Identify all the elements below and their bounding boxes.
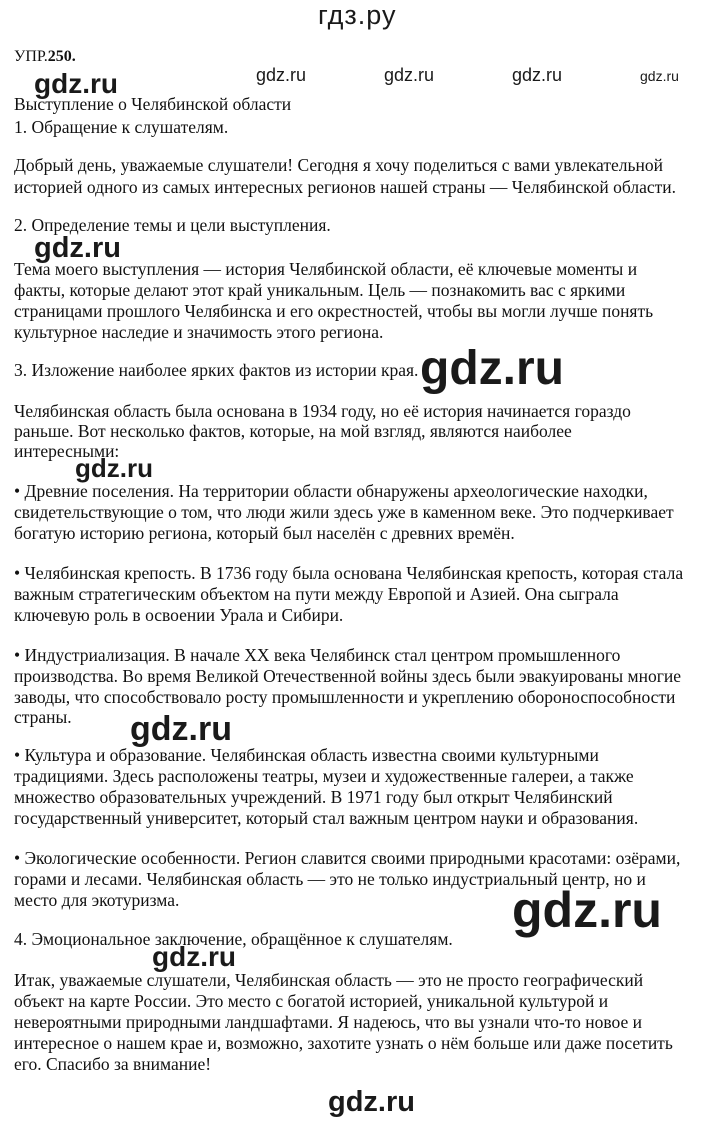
- site-watermark-small: gdz.ru: [512, 65, 563, 85]
- paragraph-line: культурное наследие и значимость этого региона.: [14, 322, 384, 342]
- section-heading: 2. Определение темы и цели выступления.: [14, 215, 331, 235]
- site-watermark-large: gdz.ru: [420, 342, 564, 395]
- exercise-number: [14, 48, 76, 66]
- list-item-line: место для экотуризма.: [14, 890, 180, 910]
- site-watermark-small: gdz.ru: [256, 65, 307, 85]
- list-item-line: • Челябинская крепость. В 1736 году была основана Челябинская крепость, которая стала: [14, 563, 684, 583]
- paragraph-line: объект на карте России. Это место с богатой историей, уникальной культурой и: [14, 991, 609, 1011]
- paragraph-line: интересными:: [14, 441, 120, 461]
- site-watermark-header: гдз.ру: [318, 0, 397, 30]
- list-item-line: важным стратегическим объектом на пути между Европой и Азией. Она сыграла: [14, 584, 619, 604]
- exercise-num: 250.: [47, 48, 76, 65]
- list-item-line: • Культура и образование. Челябинская область известна своими культурными: [14, 745, 599, 765]
- paragraph-line: Итак, уважаемые слушатели, Челябинская область — это не просто географический: [14, 970, 644, 990]
- list-item-line: ключевую роль в освоении Урала и Сибири.: [14, 605, 344, 625]
- list-item-line: богатую историю региона, который был населён с древних времён.: [14, 523, 515, 543]
- list-item-line: • Экологические особенности. Регион славится своими природными красотами: озёрами,: [14, 848, 681, 868]
- site-watermark-bold: gdz.ru: [34, 68, 118, 99]
- list-item-line: множество образовательных учреждений. В 1971 году был открыт Челябинский: [14, 787, 613, 807]
- paragraph-line: Тема моего выступления — история Челябинской области, её ключевые моменты и: [14, 259, 638, 279]
- paragraph-line: страницами прошлого Челябинска и его окрестностей, чтобы вы могли лучше понять: [14, 301, 654, 321]
- paragraph-line: невероятными природными ландшафтами. Я надеюсь, что вы узнали что-то новое и: [14, 1012, 643, 1032]
- paragraph-line: Челябинская область была основана в 1934 году, но её история начинается гораздо: [14, 401, 631, 421]
- list-item-line: горами и лесами. Челябинская область — это не только индустриальный центр, но и: [14, 869, 646, 889]
- list-item-line: производства. Во время Великой Отечественной войны здесь были эвакуированы многие: [14, 666, 681, 686]
- site-watermark-medium: gdz.ru: [75, 453, 153, 483]
- site-watermark-small: gdz.ru: [640, 68, 679, 84]
- paragraph-line: раньше. Вот несколько фактов, которые, на мой взгляд, являются наиболее: [14, 421, 572, 441]
- paragraph-line: интересное о нашем крае и, возможно, захотите узнать о нём больше или даже посетить: [14, 1033, 673, 1053]
- list-item-line: государственный университет, который стал важным центром науки и образования.: [14, 808, 639, 828]
- site-watermark-footer: gdz.ru: [328, 1086, 415, 1118]
- section-heading: 1. Обращение к слушателям.: [14, 117, 229, 137]
- list-item-line: страны.: [14, 707, 72, 727]
- list-item-line: • Древние поселения. На территории области обнаружены археологические находки,: [14, 481, 648, 501]
- paragraph-line: его. Спасибо за внимание!: [14, 1054, 212, 1074]
- site-watermark-medium: gdz.ru: [130, 710, 232, 748]
- list-item-line: традициями. Здесь расположены театры, музеи и художественные галереи, а также: [14, 766, 634, 786]
- paragraph-line: факты, которые делают этот край уникальным. Цель — познакомить вас с яркими: [14, 280, 626, 300]
- list-item-line: заводы, что способствовало росту промышленности и укреплению обороноспособности: [14, 687, 676, 707]
- paragraph-line: Добрый день, уважаемые слушатели! Сегодня я хочу поделиться с вами увлекательной: [14, 155, 663, 175]
- site-watermark-small: gdz.ru: [384, 65, 435, 85]
- list-item-line: свидетельствующие о том, что люди жили здесь уже в каменном веке. Это подчеркивает: [14, 502, 674, 522]
- site-watermark-medium: gdz.ru: [152, 941, 236, 972]
- list-item-line: • Индустриализация. В начале XX века Челябинск стал центром промышленного: [14, 645, 621, 665]
- site-watermark-large: gdz.ru: [512, 882, 662, 938]
- paragraph-line: историей одного из самых интересных регионов нашей страны — Челябинской области.: [14, 177, 677, 197]
- site-watermark-medium: gdz.ru: [34, 232, 121, 264]
- document-title: Выступление о Челябинской области: [14, 94, 292, 114]
- section-heading: 4. Эмоциональное заключение, обращённое к слушателям.: [14, 929, 453, 949]
- section-heading: 3. Изложение наиболее ярких фактов из истории края.: [14, 360, 419, 380]
- exercise-prefix: УПР.: [14, 48, 48, 65]
